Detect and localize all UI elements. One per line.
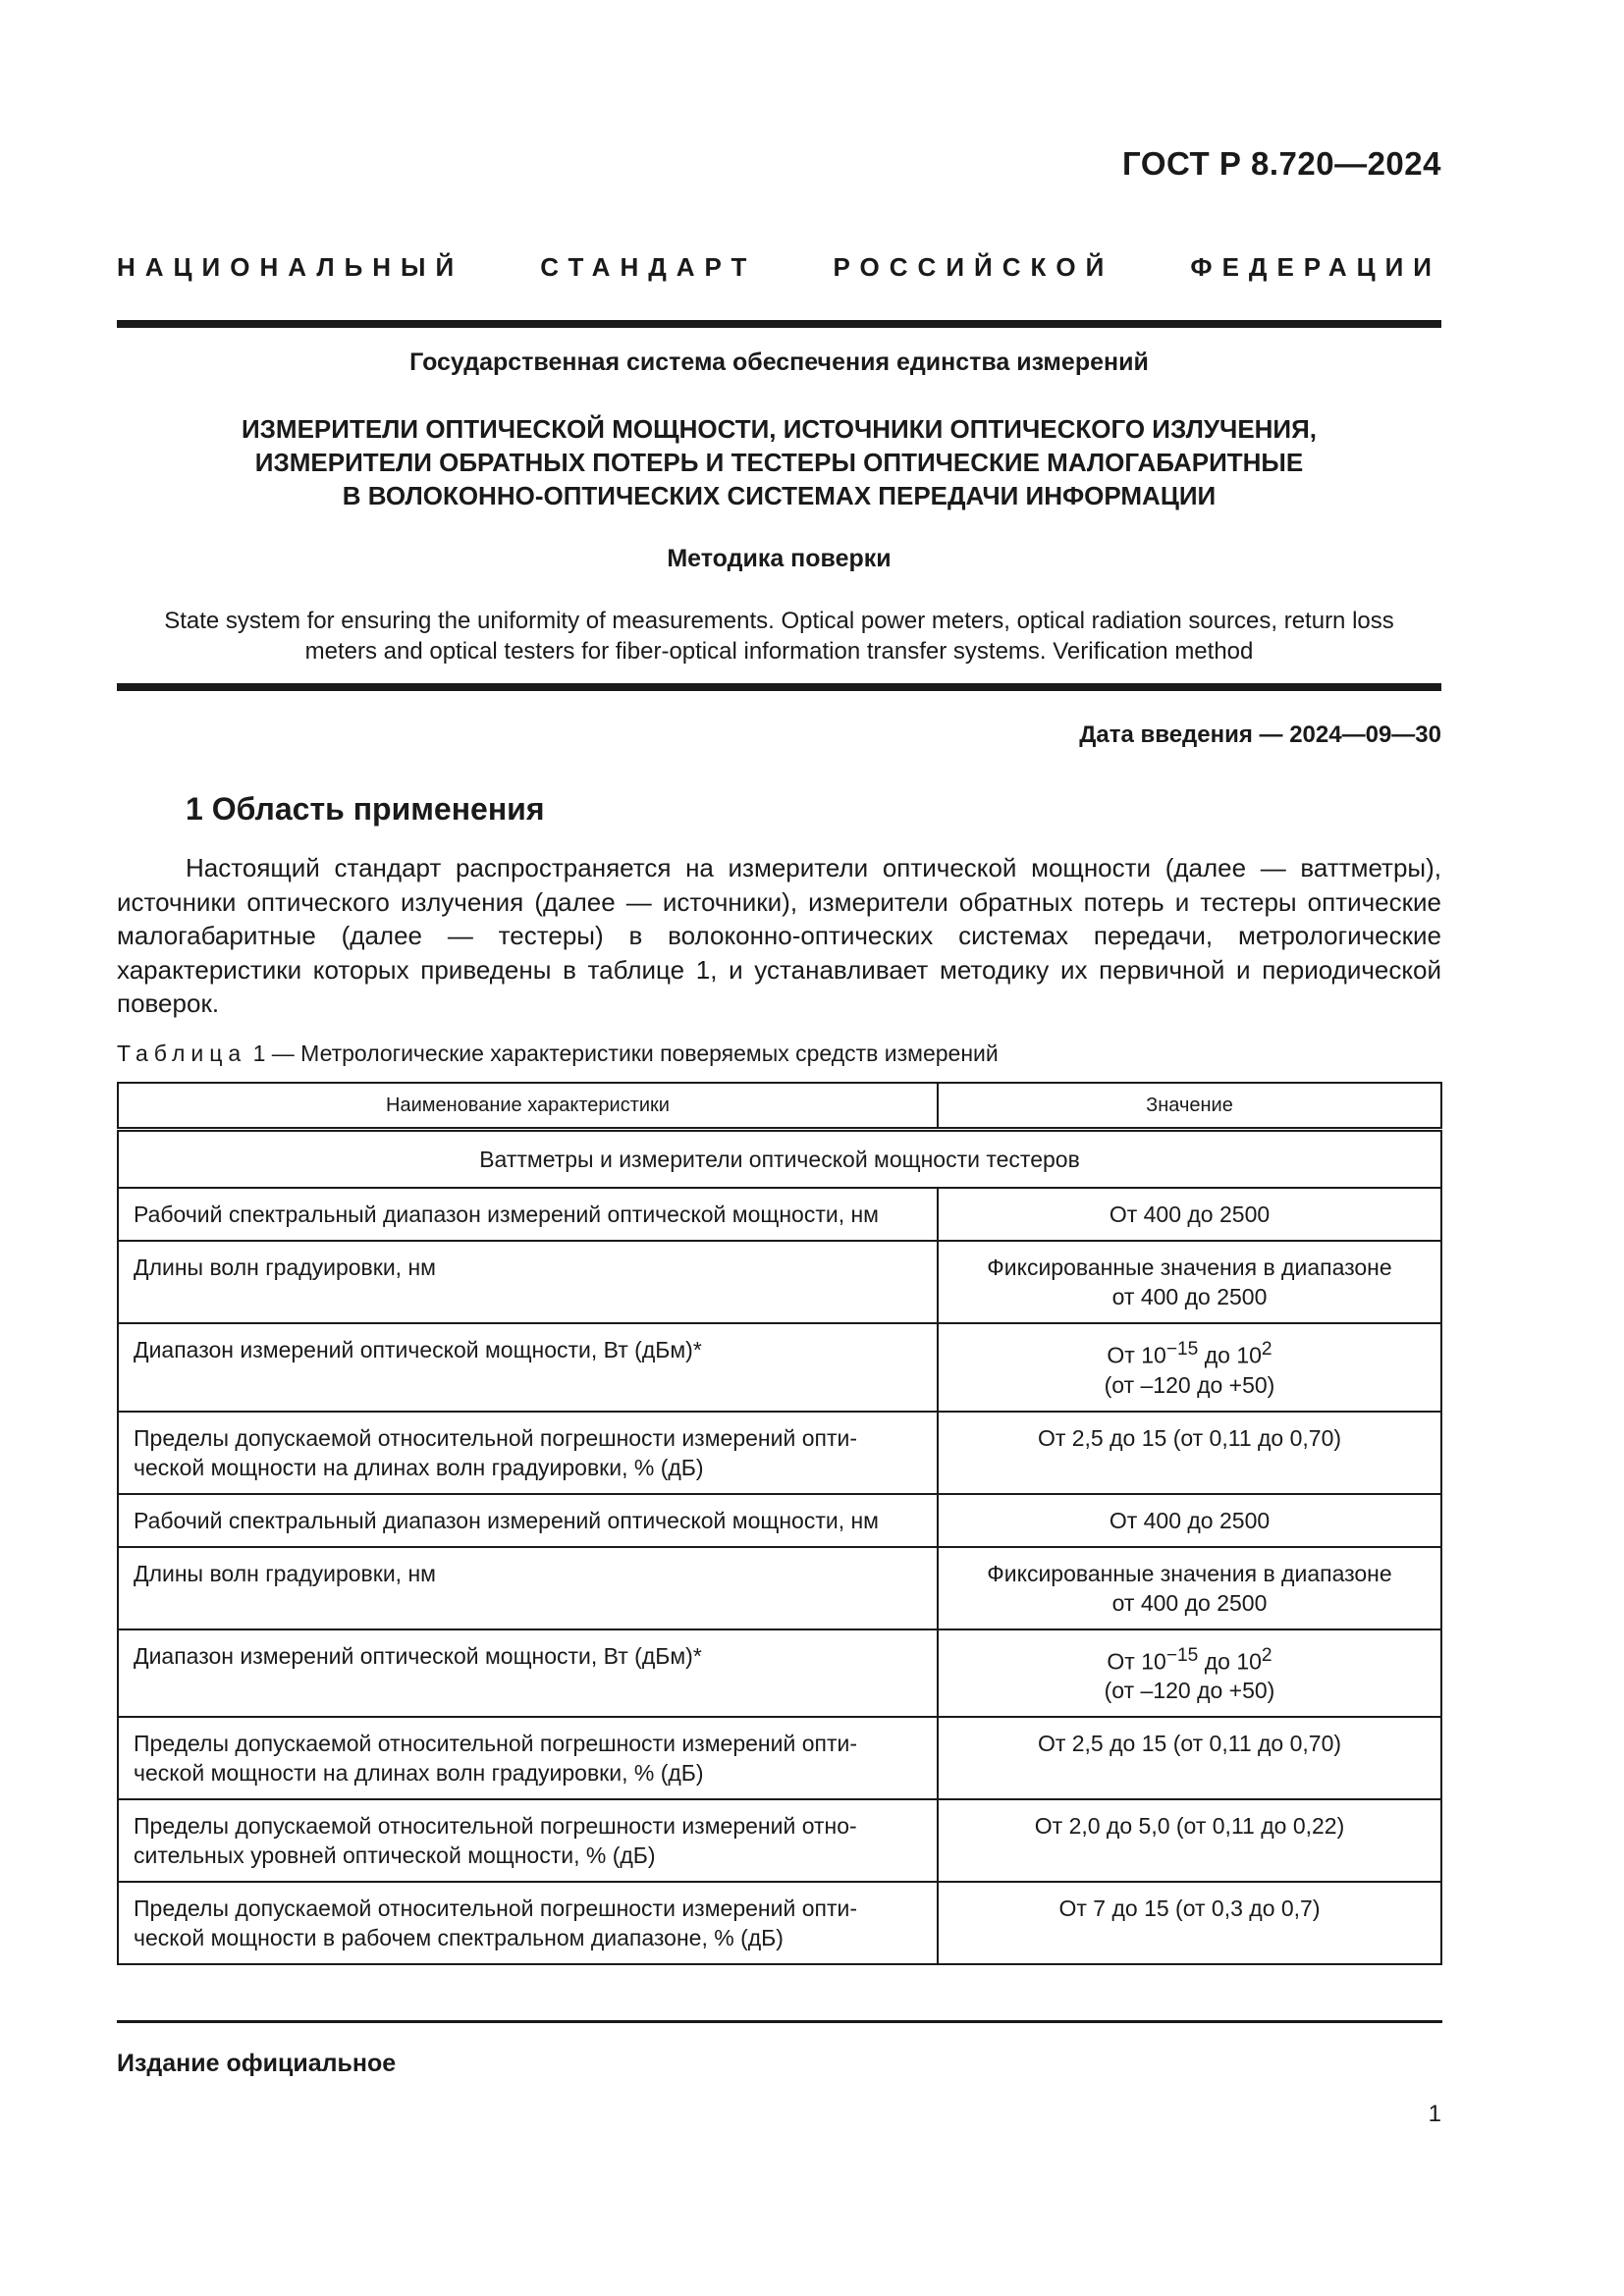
column-header-name: Наименование характеристики (118, 1083, 938, 1130)
top-divider (117, 320, 1441, 328)
document-title (117, 412, 1441, 512)
title-line: ИЗМЕРИТЕЛИ ОПТИЧЕСКОЙ МОЩНОСТИ, ИСТОЧНИКИ ОПТИЧЕСКОГО ИЗЛУЧЕНИЯ, (241, 414, 1318, 444)
section-heading: 1 Область применения (186, 791, 545, 827)
name-line: ческой мощности на длинах волн градуировки, % (дБ) (134, 1760, 704, 1787)
value-line: (от –120 до +50) (1104, 1678, 1275, 1704)
name-line: Пределы допускаемой относительной погрешности измерений опти- (134, 1424, 857, 1451)
characteristic-value: От 400 до 2500 (938, 1494, 1441, 1547)
title-divider (117, 683, 1441, 691)
footer-divider (117, 2020, 1442, 2023)
characteristic-value: От 7 до 15 (от 0,3 до 0,7) (938, 1882, 1441, 1964)
characteristic-value: От 2,5 до 15 (от 0,11 до 0,70) (938, 1412, 1441, 1494)
group-title: Ваттметры и измерители оптической мощности тестеров (118, 1130, 1441, 1189)
page-number: 1 (1428, 2101, 1441, 2127)
name-line: сительных уровней оптической мощности, % (дБ) (134, 1842, 656, 1869)
value-line: (от –120 до +50) (1104, 1371, 1275, 1398)
characteristic-name: Диапазон измерений оптической мощности, Вт (дБм)* (118, 1323, 938, 1412)
characteristics-table (117, 1082, 1442, 1965)
value-exponent: −15 (1165, 1339, 1199, 1360)
value-exponent: 2 (1261, 1339, 1272, 1360)
value-part: От 10 (1107, 1648, 1166, 1675)
characteristic-value: От 2,0 до 5,0 (от 0,11 до 0,22) (938, 1799, 1441, 1882)
name-line: Пределы допускаемой относительной погрешности измерений отно- (134, 1813, 857, 1840)
value-line: от 400 до 2500 (1111, 1284, 1268, 1309)
table-row (118, 1882, 1441, 1964)
characteristic-value: От 2,5 до 15 (от 0,11 до 0,70) (938, 1717, 1441, 1799)
table-row (118, 1323, 1441, 1412)
value-exponent: −15 (1165, 1644, 1199, 1666)
scope-paragraph: Настоящий стандарт распространяется на измерители оптической мощности (далее — ваттметры), источники оптического излучения (далее — источники), измерители обратных потерь и тестеры оптические малогабаритные (далее — тестеры) в волоконно-оптических системах передачи, метрологические характеристики которых приведены в таблице 1, и устанавливает методику их первичной и периодической поверок. (117, 853, 1441, 1018)
value-part: От 10 (1107, 1342, 1166, 1368)
characteristic-value (938, 1547, 1441, 1629)
national-standard-banner: НАЦИОНАЛЬНЫЙ СТАНДАРТ РОССИЙСКОЙ ФЕДЕРАЦИИ (117, 252, 1441, 282)
table-header-row (118, 1083, 1441, 1130)
english-title (117, 606, 1441, 667)
characteristic-name (118, 1717, 938, 1799)
characteristic-name: Рабочий спектральный диапазон измерений оптической мощности, нм (118, 1188, 938, 1241)
value-line: Фиксированные значения в диапазоне (987, 1255, 1392, 1280)
value-line (953, 1641, 1426, 1677)
table-row (118, 1494, 1441, 1547)
method-subtitle: Методика поверки (667, 545, 892, 572)
characteristic-value: От 400 до 2500 (938, 1188, 1441, 1241)
characteristic-name: Рабочий спектральный диапазон измерений оптической мощности, нм (118, 1494, 938, 1547)
introduction-date: Дата введения — 2024—09—30 (1079, 721, 1441, 748)
table-caption-label: Таблица (117, 1041, 247, 1066)
english-title-line: State system for ensuring the uniformity of measurements. Optical power meters, optical radiation sources, return loss (164, 608, 1394, 634)
table-row (118, 1629, 1441, 1718)
table-group-row (118, 1130, 1441, 1189)
value-part: до 10 (1198, 1648, 1262, 1675)
name-line: Пределы допускаемой относительной погрешности измерений опти- (134, 1896, 857, 1922)
value-line: Фиксированные значения в диапазоне (987, 1560, 1392, 1586)
table-caption-text: 1 — Метрологические характеристики поверяемых средств измерений (252, 1041, 999, 1066)
name-line: ческой мощности в рабочем спектральном диапазоне, % (дБ) (134, 1925, 784, 1951)
table-row (118, 1412, 1441, 1494)
table-row (118, 1241, 1441, 1323)
title-line: В ВОЛОКОННО-ОПТИЧЕСКИХ СИСТЕМАХ ПЕРЕДАЧИ ИНФОРМАЦИИ (342, 481, 1217, 510)
title-line: ИЗМЕРИТЕЛИ ОБРАТНЫХ ПОТЕРЬ И ТЕСТЕРЫ ОПТИЧЕСКИЕ МАЛОГАБАРИТНЫЕ (254, 448, 1304, 477)
edition-label: Издание официальное (117, 2050, 397, 2077)
system-title: Государственная система обеспечения единства измерений (409, 348, 1149, 376)
table-row (118, 1188, 1441, 1241)
name-line: ческой мощности на длинах волн градуировки, % (дБ) (134, 1454, 704, 1480)
characteristic-value (938, 1241, 1441, 1323)
value-line: от 400 до 2500 (1111, 1589, 1268, 1616)
characteristic-name: Длины волн градуировки, нм (118, 1547, 938, 1629)
characteristic-value (938, 1629, 1441, 1718)
table-caption (117, 1041, 999, 1067)
characteristic-name: Длины волн градуировки, нм (118, 1241, 938, 1323)
english-title-line: meters and optical testers for fiber-optical information transfer systems. Verification method (304, 638, 1254, 665)
column-header-value: Значение (938, 1083, 1441, 1130)
value-exponent: 2 (1261, 1644, 1272, 1666)
table-row (118, 1799, 1441, 1882)
table-row (118, 1547, 1441, 1629)
document-code: ГОСТ Р 8.720—2024 (1122, 145, 1441, 182)
characteristic-name (118, 1799, 938, 1882)
table-row (118, 1717, 1441, 1799)
characteristic-name: Диапазон измерений оптической мощности, Вт (дБм)* (118, 1629, 938, 1718)
value-part: до 10 (1198, 1342, 1262, 1368)
name-line: Пределы допускаемой относительной погрешности измерений опти- (134, 1731, 857, 1757)
characteristic-name (118, 1882, 938, 1964)
value-line (953, 1335, 1426, 1370)
characteristic-name (118, 1412, 938, 1494)
characteristic-value (938, 1323, 1441, 1412)
